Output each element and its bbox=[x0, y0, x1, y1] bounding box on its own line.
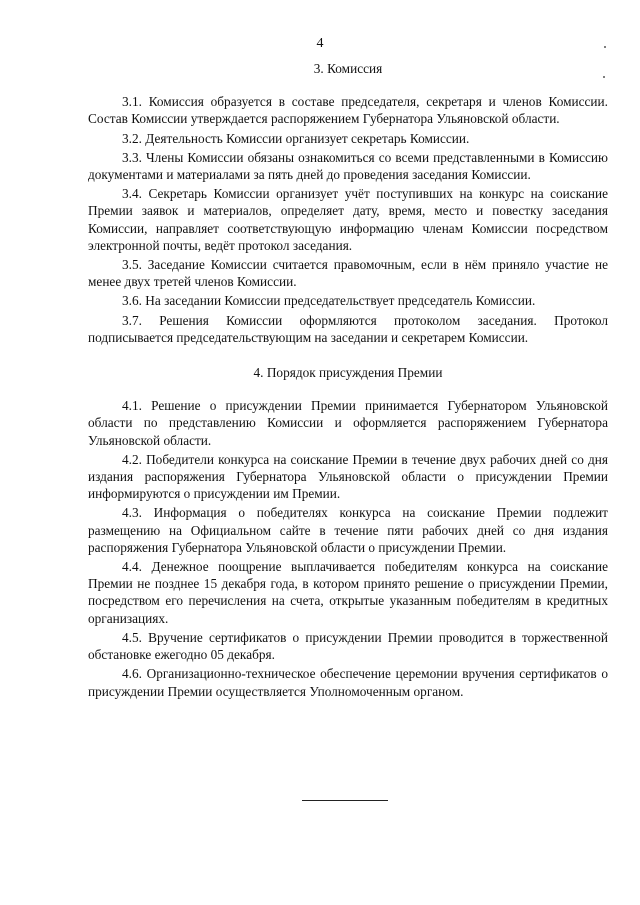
document-body bbox=[88, 60, 608, 702]
clause-4-3: 4.3. Информация о победителях конкурса на соискание Премии подлежит размещению на Официальном сайте в течение пяти рабочих дней со дня издания распоряжения Губернатора Ульяновской области о присуждении Премии. bbox=[88, 505, 608, 555]
clause-4-2: 4.2. Победители конкурса на соискание Премии в течение двух рабочих дней со дня издания распоряжения Губернатора Ульяновской области о присуждении Премии информируются о присуждении им Премии. bbox=[88, 451, 608, 502]
closing-rule bbox=[302, 800, 388, 801]
scan-speck bbox=[604, 46, 606, 48]
section-3-heading: 3. Комиссия bbox=[313, 61, 383, 76]
clause-3-6: 3.6. На заседании Комиссии председательствует председатель Комиссии. bbox=[122, 293, 536, 309]
clause-4-1: 4.1. Решение о присуждении Премии принимается Губернатором Ульяновской области по представлению Комиссии и оформляется распоряжением Губернатора Ульяновской области. bbox=[88, 398, 608, 448]
clause-3-5: 3.5. Заседание Комиссии считается правомочным, если в нём приняло участие не менее двух третей членов Комиссии. bbox=[88, 257, 608, 290]
section-4-heading: 4. Порядок присуждения Премии bbox=[253, 365, 443, 381]
clause-3-2: 3.2. Деятельность Комиссии организует секретарь Комиссии. bbox=[122, 130, 470, 146]
clause-4-5: 4.5. Вручение сертификатов о присуждении Премии проводится в торжественной обстановке ежегодно 05 декабря. bbox=[88, 629, 608, 663]
clause-4-4: 4.4. Денежное поощрение выплачивается победителям конкурса на соискание Премии не позднее 15 декабря года, в котором принято решение о присуждении Премии, посредством его перечисления на счета, открытые указанным победителям в кредитных организациях. bbox=[88, 559, 608, 626]
clause-3-4: 3.4. Секретарь Комиссии организует учёт поступивших на конкурс на соискание Премии заявок и материалов, определяет дату, время, место и повестку заседания Комиссии, направляет соответствующую информацию членам Комиссии посредством электронной почты, ведёт протокол заседания. bbox=[88, 186, 608, 253]
clause-4-6: 4.6. Организационно-техническое обеспечение церемонии вручения сертификатов о присуждении Премии осуществляется Уполномоченным органом. bbox=[88, 666, 608, 699]
clause-3-1: 3.1. Комиссия образуется в составе председателя, секретаря и членов Комиссии. Состав Комиссии утверждается распоряжением Губернатора Ульяновской области. bbox=[88, 94, 608, 127]
clause-3-3: 3.3. Члены Комиссии обязаны ознакомиться со всеми представленными в Комиссию документами и материалами за пять дней до проведения заседания Комиссии. bbox=[88, 149, 608, 183]
page-number: 4 bbox=[316, 36, 324, 51]
clause-3-7: 3.7. Решения Комиссии оформляются протоколом заседания. Протокол подписывается председательствующим на заседании и секретарем Комиссии. bbox=[88, 312, 608, 345]
